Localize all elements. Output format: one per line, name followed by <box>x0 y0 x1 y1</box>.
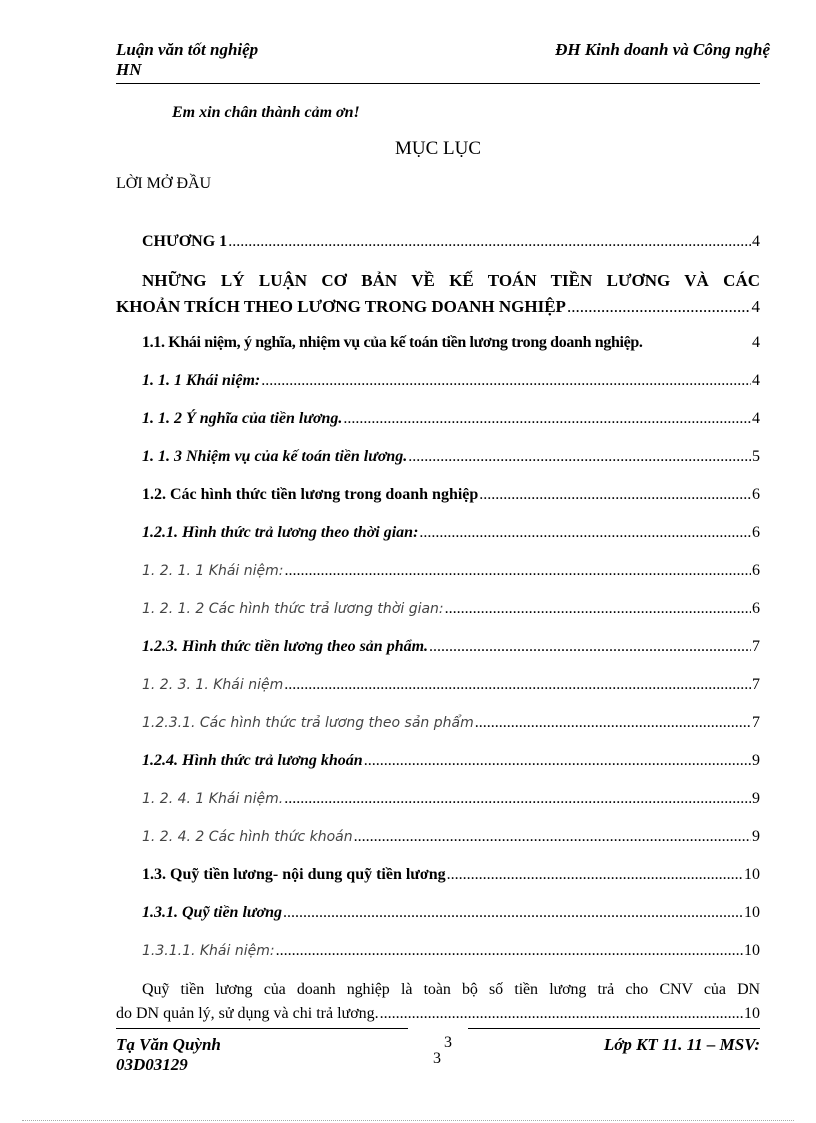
page-number-mark: 3 <box>433 1050 441 1067</box>
footer-author: Tạ Văn Quỳnh <box>116 1035 221 1054</box>
footer-student-id: 03D03129 <box>116 1055 188 1074</box>
toc-entry[interactable]: 1. 2. 1. 1 Khái niệm: ..... 6 <box>116 561 760 581</box>
header-title: Luận văn tốt nghiệp <box>116 40 259 59</box>
header-right: ĐH Kinh doanh và Công nghệ <box>555 40 770 59</box>
toc-entry[interactable]: 1. 1. 1 Khái niệm: ..... 4 <box>116 371 760 391</box>
header-title-cont: HN <box>116 60 142 79</box>
header-rule <box>116 83 760 84</box>
toc-leader <box>567 294 751 320</box>
toc-entry[interactable]: 1. 2. 4. 2 Các hình thức khoán ..... 9 <box>116 827 760 847</box>
footer-left <box>116 1035 221 1075</box>
toc-entry[interactable]: 1. 1. 2 Ý nghĩa của tiền lương. ..... 4 <box>116 409 760 429</box>
toc-entry-text: CHƯƠNG 1 <box>142 233 228 250</box>
toc-page-number: 4 <box>752 233 760 250</box>
toc-entry[interactable]: 1.2.3.1. Các hình thức trả lương theo sản phẩm ..... 7 <box>116 713 760 733</box>
thanks-line: Em xin chân thành cảm ơn! <box>172 104 360 121</box>
footer-right: Lớp KT 11. 11 – MSV: <box>603 1035 760 1054</box>
toc-title: MỤC LỤC <box>394 138 482 159</box>
toc-page-number: 4 <box>751 297 760 316</box>
toc-entry-text: NHỮNG LÝ LUẬN CƠ BẢN VỀ KẾ TOÁN TIỀN LƯƠNG VÀ CÁC <box>142 271 760 290</box>
page-bottom-border <box>22 1120 794 1121</box>
toc-entry[interactable]: 1. 2. 4. 1 Khái niệm. ..... 9 <box>116 789 760 809</box>
toc-entry[interactable]: 1.2.1. Hình thức trả lương theo thời gian: ..... 6 <box>116 523 760 543</box>
toc-entry[interactable]: 1.3.1. Quỹ tiền lương ..... 10 <box>116 903 760 923</box>
footer-rule-left <box>116 1028 408 1029</box>
toc-entry[interactable]: 1.2.3. Hình thức tiền lương theo sản phẩm. ..... 7 <box>116 637 760 657</box>
toc-leader <box>228 232 751 252</box>
toc-entry[interactable]: 1.3.1.1. Khái niệm: ..... 10 <box>116 941 760 961</box>
toc-entry[interactable]: 1. 2. 1. 2 Các hình thức trả lương thời gian: ..... 6 <box>116 599 760 619</box>
toc-page-number: 4 <box>752 334 760 351</box>
toc-entry[interactable]: 1.2. Các hình thức tiền lương trong doanh nghiệp ..... 6 <box>116 485 760 505</box>
intro-heading: LỜI MỞ ĐẦU <box>116 175 212 192</box>
toc-entry[interactable]: 1. 2. 3. 1. Khái niệm ..... 7 <box>116 675 760 695</box>
toc-entry-1-1[interactable] <box>116 333 760 353</box>
toc-entry[interactable]: 1. 1. 3 Nhiệm vụ của kế toán tiền lương. ..... 5 <box>116 447 760 467</box>
footer-rule-right <box>468 1028 760 1029</box>
toc-entry-text: KHOẢN TRÍCH THEO LƯƠNG TRONG DOANH NGHIỆP <box>116 297 566 316</box>
header-left <box>116 40 258 80</box>
toc-entry-chapter[interactable] <box>116 232 760 252</box>
toc-entry[interactable]: 1.3. Quỹ tiền lương- nội dung quỹ tiền lương ..... 10 <box>116 865 760 885</box>
toc-entry-paragraph[interactable]: Quỹ tiền lương của doanh nghiệp là toàn bộ số tiền lương trả cho CNV của DN do DN quản lý, sử dụng và chi trả lương. ..... 10 <box>116 978 760 1026</box>
toc-entry-text: 1.1. Khái niệm, ý nghĩa, nhiệm vụ của kế toán tiền lương trong doanh nghiệp. <box>142 334 643 351</box>
toc-entry-chapter-title[interactable] <box>116 268 760 320</box>
toc-entry[interactable]: 1.2.4. Hình thức trả lương khoán ..... 9 <box>116 751 760 771</box>
page-number: 3 <box>444 1034 452 1051</box>
